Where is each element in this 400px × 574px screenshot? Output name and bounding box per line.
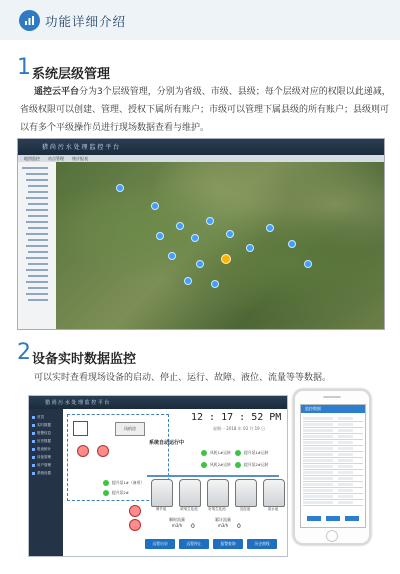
- tree-item[interactable]: [26, 197, 48, 199]
- tree-item[interactable]: [28, 299, 48, 301]
- tree-item[interactable]: [28, 191, 48, 193]
- phone-data-row[interactable]: [303, 495, 363, 500]
- app-title: 猎 尚 污 水 处 理 监 控 平 台: [45, 400, 110, 406]
- map-pin-selected[interactable]: [221, 254, 231, 264]
- total-flow-value: 0: [237, 523, 241, 530]
- status-item: 提升泵1#运转: [235, 449, 269, 457]
- section-1-paragraph-line2: 省级权限可以创建、管理、授权下属所有账户；市级可以管理下属县级的所有账户；县级则可: [20, 105, 390, 115]
- menu-dot-icon: [32, 472, 35, 475]
- tab-sites[interactable]: 站点管理: [48, 156, 64, 161]
- section-1-paragraph-line1: [34, 83, 391, 101]
- tank-label: 清水池: [267, 507, 279, 511]
- map-pin[interactable]: [168, 252, 176, 260]
- pump-icon[interactable]: [129, 505, 141, 517]
- realtime-clock: 12 : 17 : 52 PM: [191, 412, 282, 423]
- section-2-paragraph: 可以实时查看现场设备的启动、停止、运行、故障、液位、流量等等数据。: [34, 373, 332, 383]
- section-2-number: 2: [17, 340, 31, 365]
- map-pin[interactable]: [191, 234, 199, 242]
- mobile-phone-mockup: [293, 389, 371, 545]
- sidebar-item[interactable]: [32, 462, 60, 468]
- pump-icon[interactable]: [77, 445, 89, 457]
- tree-item[interactable]: [22, 167, 48, 169]
- phone-speaker: [323, 396, 341, 398]
- tree-item[interactable]: [26, 281, 48, 283]
- tank-icon: [151, 479, 173, 507]
- header-badge: [19, 10, 40, 31]
- remote-start-button[interactable]: 远程启动: [145, 539, 175, 549]
- map-pin[interactable]: [246, 244, 254, 252]
- app-tabbar: [18, 155, 384, 162]
- sidebar-item-label: 首页: [37, 415, 44, 419]
- tree-item[interactable]: [28, 227, 48, 229]
- current-date: 星期一 2018 年 03 月 19 日: [213, 426, 265, 431]
- map-pin[interactable]: [226, 230, 234, 238]
- phone-screen: [300, 404, 366, 528]
- page-title: 功能详细介绍: [45, 14, 127, 29]
- chart-icon: [24, 15, 35, 26]
- sidebar-item-label: 用户管理: [37, 463, 51, 467]
- phone-data-row[interactable]: [303, 441, 363, 446]
- sidebar-item-label: 报警信息: [37, 431, 51, 435]
- tree-item[interactable]: [28, 215, 48, 217]
- section-1-title: 系统层级管理: [32, 67, 111, 82]
- phone-data-row[interactable]: [303, 429, 363, 434]
- map-monitor-screenshot: [17, 138, 385, 330]
- phone-data-row[interactable]: [303, 477, 363, 482]
- sidebar-item[interactable]: [32, 446, 60, 452]
- process-diagram-panel: [63, 409, 287, 556]
- phone-data-row[interactable]: [303, 417, 363, 422]
- map-pin[interactable]: [304, 260, 312, 268]
- total-flow-label: 累计流量 m3/h: [215, 517, 231, 528]
- map-pin[interactable]: [211, 280, 219, 288]
- tree-item[interactable]: [26, 221, 48, 223]
- status-item: 提升泵2#: [103, 489, 129, 497]
- menu-dot-icon: [32, 440, 35, 443]
- menu-dot-icon: [32, 424, 35, 427]
- tank-icon: [235, 479, 257, 507]
- phone-button[interactable]: [345, 516, 359, 521]
- map-pin[interactable]: [266, 224, 274, 232]
- system-status-label: 系统自动运行中: [149, 440, 185, 446]
- grid-icon: [73, 421, 88, 436]
- tab-reports[interactable]: 统计报表: [72, 156, 88, 161]
- history-curve-button[interactable]: 历史曲线: [247, 539, 277, 549]
- phone-app-title: 监控数据: [305, 406, 321, 411]
- map-pin[interactable]: [184, 277, 192, 285]
- tree-item[interactable]: [26, 179, 48, 181]
- phone-data-row[interactable]: [303, 483, 363, 488]
- fan-room-box: 风机房: [115, 422, 145, 436]
- phone-app-header: [301, 405, 365, 413]
- tank-label: 好氧生化池: [208, 507, 226, 511]
- sidebar-item-label: 实时数据: [37, 423, 51, 427]
- status-item: 风机2#运转: [201, 461, 231, 469]
- app-title: 猎 尚 污 水 处 理 监 控 平 台: [42, 144, 120, 151]
- tree-item[interactable]: [28, 275, 48, 277]
- pump-icon[interactable]: [129, 519, 141, 531]
- sidebar-item-label: 系统设置: [37, 471, 51, 475]
- map-pin[interactable]: [116, 184, 124, 192]
- phone-data-row[interactable]: [303, 489, 363, 494]
- phone-data-row[interactable]: [303, 435, 363, 440]
- tree-item[interactable]: [26, 293, 48, 295]
- menu-dot-icon: [32, 464, 35, 467]
- tree-item[interactable]: [28, 251, 48, 253]
- phone-data-row[interactable]: [303, 465, 363, 470]
- tank-icon: [179, 479, 201, 507]
- menu-dot-icon: [32, 448, 35, 451]
- phone-data-row[interactable]: [303, 501, 363, 506]
- phone-data-row[interactable]: [303, 471, 363, 476]
- app-titlebar: [18, 139, 384, 155]
- tank-label: 调节池: [155, 507, 167, 511]
- map-pin[interactable]: [206, 217, 214, 225]
- map-pin[interactable]: [288, 240, 296, 248]
- sidebar-item[interactable]: [32, 414, 60, 420]
- tree-item[interactable]: [28, 263, 48, 265]
- instant-flow-label: 瞬时流量 m3/h: [169, 517, 185, 528]
- sidebar-item[interactable]: [32, 470, 60, 476]
- sidebar-item[interactable]: [32, 430, 60, 436]
- map-pin[interactable]: [151, 202, 159, 210]
- app-titlebar: [29, 396, 287, 409]
- tree-item[interactable]: [28, 185, 48, 187]
- phone-button[interactable]: [307, 516, 321, 521]
- map-pin[interactable]: [196, 260, 204, 268]
- sidebar-item[interactable]: [32, 454, 60, 460]
- site-tree-panel: [18, 162, 56, 329]
- tank-icon: [263, 479, 285, 507]
- tree-item[interactable]: [26, 269, 48, 271]
- remote-stop-button[interactable]: 远程停止: [179, 539, 209, 549]
- pump-icon[interactable]: [97, 445, 109, 457]
- satellite-map[interactable]: [56, 162, 384, 329]
- status-item: 提升泵2#运转: [235, 461, 269, 469]
- map-pin[interactable]: [156, 232, 164, 240]
- tank-icon: [207, 479, 229, 507]
- sidebar-item-label: 设备管理: [37, 455, 51, 459]
- phone-data-row[interactable]: [303, 459, 363, 464]
- sidebar-item[interactable]: [32, 422, 60, 428]
- section-1-number: 1: [17, 55, 31, 80]
- water-pipe: [147, 475, 279, 477]
- phone-data-row[interactable]: [303, 447, 363, 452]
- tab-map[interactable]: 地图监控: [24, 156, 40, 161]
- sidebar-menu: [29, 409, 63, 556]
- sidebar-item-label: 报表统计: [37, 447, 51, 451]
- paragraph-lead: 遥控云平台: [34, 87, 80, 97]
- phone-home-button[interactable]: [326, 530, 338, 542]
- tank-label: 缺氧生化池: [180, 507, 198, 511]
- realtime-monitor-screenshot: [28, 395, 288, 557]
- instant-flow-value: 0: [191, 523, 195, 530]
- section-header-bar: [0, 0, 400, 40]
- tree-item[interactable]: [28, 239, 48, 241]
- menu-dot-icon: [32, 432, 35, 435]
- section-2-title: 设备实时数据监控: [32, 352, 137, 367]
- tree-item[interactable]: [28, 287, 48, 289]
- section-1-paragraph-line3: 以有多个平级操作员进行现场数据查看与维护。: [20, 123, 210, 133]
- tree-item[interactable]: [26, 173, 48, 175]
- status-item: 风机1#运转: [201, 449, 231, 457]
- tank-label: 沉淀池: [239, 507, 251, 511]
- phone-data-row[interactable]: [303, 423, 363, 428]
- tree-item[interactable]: [26, 245, 48, 247]
- menu-dot-icon: [32, 456, 35, 459]
- phone-button[interactable]: [326, 516, 340, 521]
- sidebar-item[interactable]: [32, 438, 60, 444]
- map-pin[interactable]: [176, 222, 184, 230]
- status-item: 提升泵1#（备用）: [103, 479, 144, 487]
- sidebar-item-label: 历史数据: [37, 439, 51, 443]
- alarm-query-button[interactable]: 报警查询: [213, 539, 243, 549]
- menu-dot-icon: [32, 416, 35, 419]
- tree-item[interactable]: [26, 233, 48, 235]
- paragraph-text: 分为3个层级管理，分别为省级、市级、县级；每个层级对应的权限以此递减，: [79, 87, 391, 97]
- tree-item[interactable]: [28, 203, 48, 205]
- tree-item[interactable]: [26, 257, 48, 259]
- phone-data-row[interactable]: [303, 453, 363, 458]
- tree-item[interactable]: [26, 209, 48, 211]
